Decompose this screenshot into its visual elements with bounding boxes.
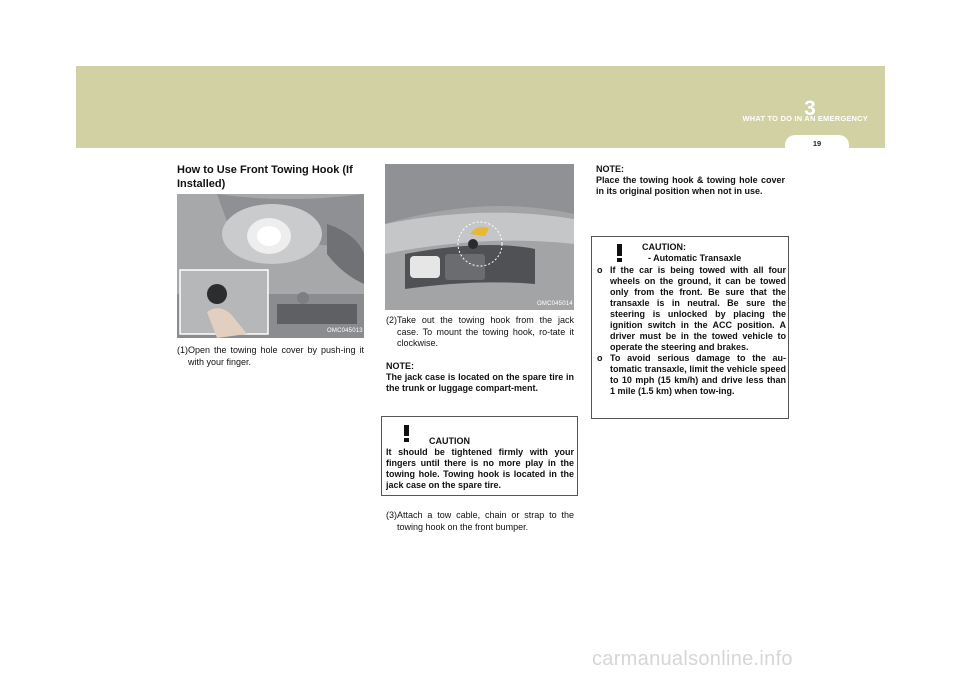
warning-triangle-icon <box>598 238 642 264</box>
bullet-mark: o <box>597 353 603 363</box>
towing-hole-cover-photo <box>177 194 364 338</box>
page-number: 19 <box>812 139 822 148</box>
step-3-number: (3) <box>386 510 397 520</box>
step-2-number: (2) <box>386 315 397 325</box>
watermark-text: carmanualsonline.info <box>592 648 793 670</box>
note-label: NOTE: <box>596 164 624 174</box>
step-3-text: Attach a tow cable, chain or strap to the towing hook on the front bumper. <box>397 510 574 532</box>
warning-triangle-icon <box>385 418 429 444</box>
towing-hook-photo <box>385 164 574 310</box>
caution-title: CAUTION <box>429 436 470 446</box>
caution-text: It should be tightened firmly with your fingers until there is no more play in the towing hole. Towing hook is located in the jack case on the spare tire. <box>386 447 574 490</box>
step-2-text: Take out the towing hook from the jack case. To mount the towing hook, ro-tate it clockwise. <box>397 315 574 348</box>
note-label: NOTE: <box>386 361 414 371</box>
step-1 <box>177 345 364 368</box>
bullet-text: To avoid serious damage to the au-tomatic transaxle, limit the vehicle speed to 10 mph (15 km/h) and drive less than 1 mile (1.5 km) when tow-ing. <box>610 353 786 396</box>
bumper-fog-light-illustration <box>385 164 574 310</box>
header-band <box>76 66 885 148</box>
car-headlight-illustration <box>177 194 364 338</box>
step-1-text: Open the towing hole cover by push-ing it with your finger. <box>188 345 364 367</box>
figure-caption: OMC045013 <box>327 328 363 334</box>
caution-subtitle: - Automatic Transaxle <box>648 253 742 263</box>
section-title: How to Use Front Towing Hook (If Installed) <box>177 164 353 190</box>
automatic-transaxle-caution-box <box>591 236 789 419</box>
note-text: Place the towing hook & towing hole cover in its original position when not in use. <box>596 175 785 196</box>
caution-bullet-item <box>597 353 786 397</box>
step-1-number: (1) <box>177 345 188 355</box>
middle-note <box>386 361 574 394</box>
section-header-title: WHAT TO DO IN AN EMERGENCY <box>742 114 868 123</box>
step-3 <box>386 510 574 533</box>
figure-caption: OMC045014 <box>537 301 573 307</box>
step-2 <box>386 315 574 350</box>
bullet-text: If the car is being towed with all four wheels on the ground, it can be towed only from the front. Be sure that the transaxle is in neutral. Be sure the steering is unlocked by placing the ignition switch in the ACC position. A driver must be in the towed vehicle to operate the steering and brakes. <box>610 265 786 352</box>
caution-bullet-item <box>597 265 786 353</box>
chapter-number: 3 <box>804 97 816 120</box>
note-text: The jack case is located on the spare tire in the trunk or luggage compart-ment. <box>386 372 574 393</box>
caution-box <box>381 416 578 496</box>
caution-bullet-list <box>597 265 786 397</box>
caution-title: CAUTION: <box>642 242 686 252</box>
bullet-mark: o <box>597 265 603 275</box>
right-note <box>596 164 785 197</box>
